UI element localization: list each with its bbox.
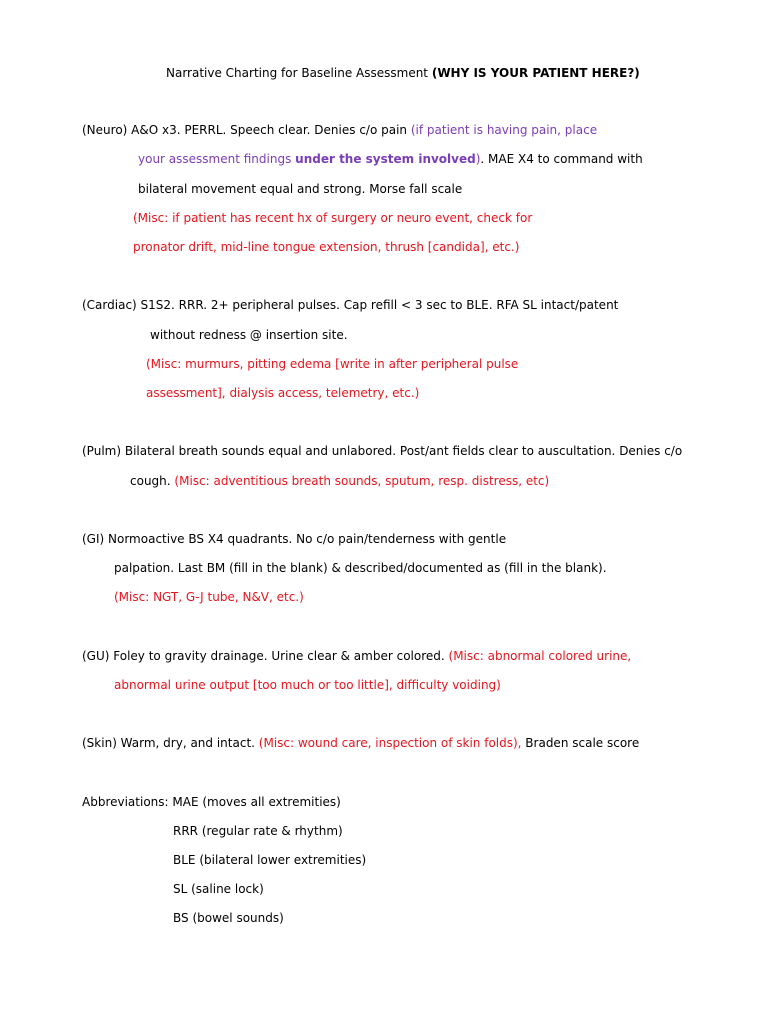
abbreviation-item: BLE (bilateral lower extremities) — [173, 853, 367, 867]
skin-line-1 — [82, 736, 639, 751]
abbreviation-item: RRR (regular rate & rhythm) — [173, 824, 343, 838]
document-title — [166, 66, 640, 81]
gi-misc-line: (Misc: NGT, G-J tube, N&V, etc.) — [114, 590, 304, 604]
neuro-text: . MAE X4 to command with — [480, 152, 643, 166]
neuro-note: ) — [475, 152, 481, 166]
neuro-note-emphasis: under the system involved — [295, 152, 476, 166]
cardiac-misc-line-1: (Misc: murmurs, pitting edema [write in after peripheral pulse — [146, 357, 519, 371]
abbreviation-item: BS (bowel sounds) — [173, 911, 284, 925]
neuro-line-1 — [82, 123, 597, 138]
neuro-line-2 — [138, 152, 643, 167]
gu-line-1 — [82, 649, 631, 664]
skin-text: Braden scale score — [521, 736, 640, 750]
neuro-misc-line-1: (Misc: if patient has recent hx of surgery or neuro event, check for — [133, 211, 533, 225]
skin-text: (Skin) Warm, dry, and intact. — [82, 736, 259, 750]
neuro-note: your assessment findings — [138, 152, 296, 166]
title-emphasis: (WHY IS YOUR PATIENT HERE?) — [431, 66, 640, 80]
pulm-misc: (Misc: adventitious breath sounds, sputum, resp. distress, etc) — [174, 474, 550, 488]
pulm-line-2 — [130, 474, 549, 489]
gu-text: (GU) Foley to gravity drainage. Urine clear & amber colored. — [82, 649, 449, 663]
cardiac-line-2: without redness @ insertion site. — [150, 328, 348, 342]
gi-line-1: (GI) Normoactive BS X4 quadrants. No c/o pain/tenderness with gentle — [82, 532, 507, 546]
neuro-line-3: bilateral movement equal and strong. Morse fall scale — [138, 182, 463, 196]
abbreviation-item: SL (saline lock) — [173, 882, 264, 896]
cardiac-misc-line-2: assessment], dialysis access, telemetry, etc.) — [146, 386, 420, 400]
pulm-text: cough. — [130, 474, 175, 488]
gu-misc-line-2: abnormal urine output [too much or too little], difficulty voiding) — [114, 678, 501, 692]
gu-misc: (Misc: abnormal colored urine, — [448, 649, 632, 663]
abbreviations-heading: Abbreviations: MAE (moves all extremities) — [82, 795, 341, 809]
neuro-misc-line-2: pronator drift, mid-line tongue extension, thrush [candida], etc.) — [133, 240, 520, 254]
skin-misc: (Misc: wound care, inspection of skin folds), — [258, 736, 522, 750]
neuro-note: (if patient is having pain, place — [410, 123, 598, 137]
title-main: Narrative Charting for Baseline Assessment — [166, 66, 432, 80]
cardiac-line-1: (Cardiac) S1S2. RRR. 2+ peripheral pulses. Cap refill < 3 sec to BLE. RFA SL intact/patent — [82, 298, 619, 312]
neuro-text: (Neuro) A&O x3. PERRL. Speech clear. Denies c/o pain — [82, 123, 411, 137]
pulm-line-1: (Pulm) Bilateral breath sounds equal and unlabored. Post/ant fields clear to auscultation. Denies c/o — [82, 444, 683, 458]
gi-line-2: palpation. Last BM (fill in the blank) & described/documented as (fill in the blank). — [114, 561, 607, 575]
